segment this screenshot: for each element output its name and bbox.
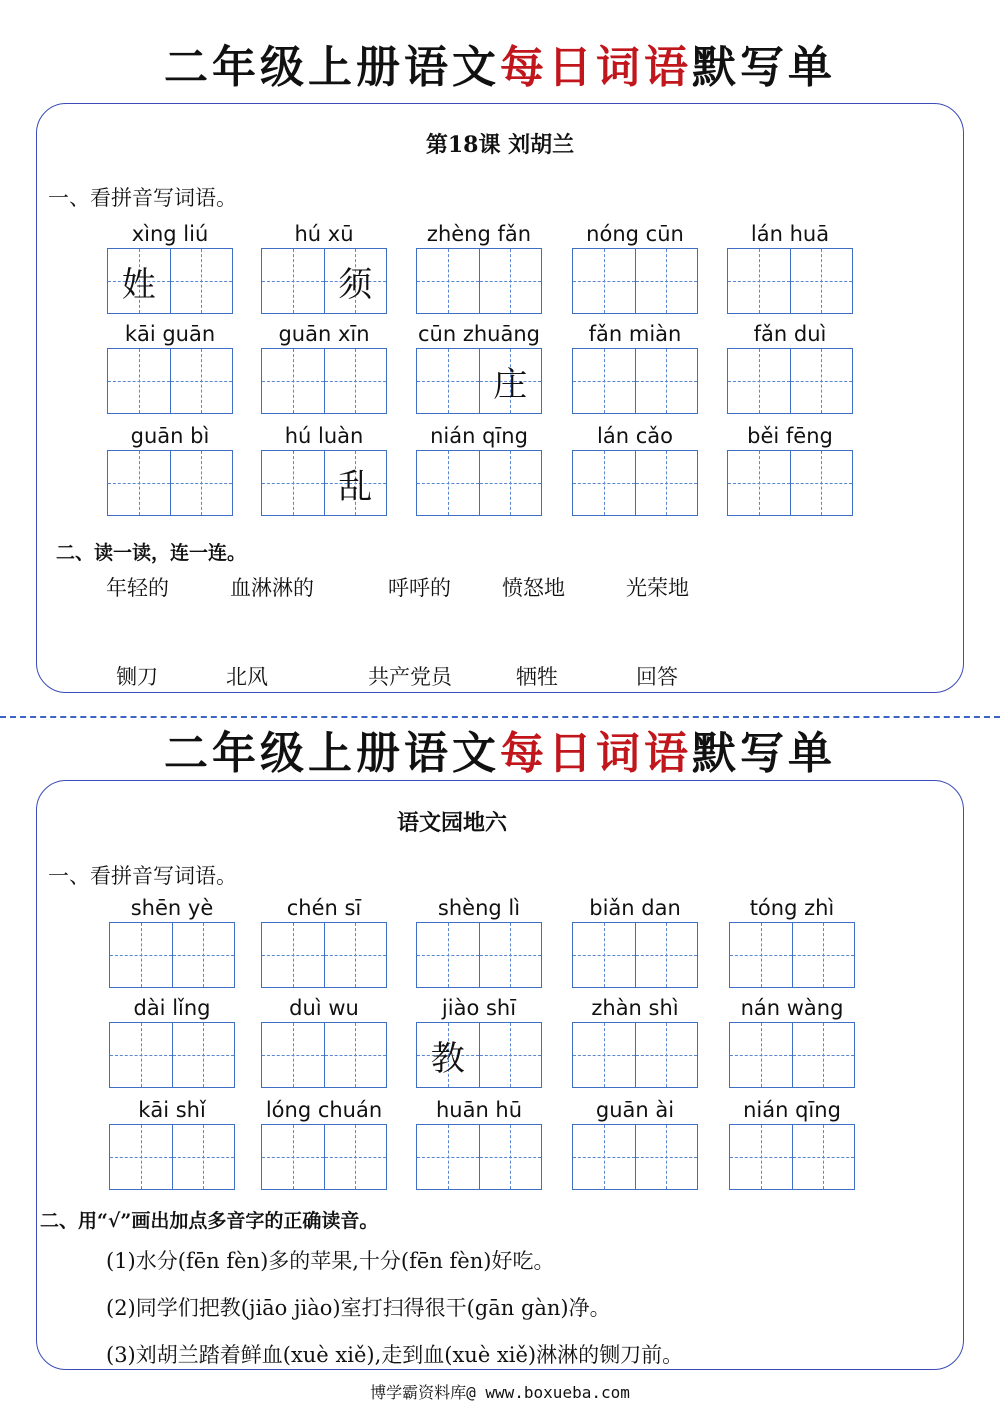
top-pinyin-0-4: lán huā <box>750 222 830 246</box>
top-writing-box-1-2[interactable] <box>416 348 542 414</box>
filled-character: 姓 <box>121 264 156 305</box>
writing-cell[interactable] <box>262 1023 324 1087</box>
bottom-pinyin-0-3: biǎn dan <box>589 896 681 920</box>
writing-cell[interactable] <box>635 249 698 313</box>
filled-character: 庄 <box>493 364 528 405</box>
top-writing-box-1-4[interactable] <box>727 348 853 414</box>
writing-cell[interactable] <box>324 923 387 987</box>
match-word-top-4: 光荣地 <box>626 576 689 600</box>
bottom-pinyin-1-1: duì wu <box>289 996 359 1020</box>
writing-cell[interactable] <box>792 923 855 987</box>
writing-cell[interactable] <box>170 249 233 313</box>
top-writing-box-0-0[interactable] <box>107 248 233 314</box>
bottom-pinyin-0-1: chén sī <box>286 896 362 920</box>
bottom-writing-box-0-0[interactable] <box>109 922 235 988</box>
top-pinyin-0-1: hú xū <box>294 222 354 246</box>
bottom-pinyin-2-2: huān hū <box>435 1098 523 1122</box>
bottom-section2-heading: 二、用“√”画出加点多音字的正确读音。 <box>40 1210 379 1232</box>
writing-cell[interactable] <box>573 1125 635 1189</box>
writing-cell[interactable] <box>262 451 324 515</box>
writing-cell[interactable] <box>479 1023 542 1087</box>
top-pinyin-0-0: xìng liú <box>131 222 209 246</box>
top-title-post: 默写单 <box>692 42 836 93</box>
bottom-pinyin-1-4: nán wàng <box>740 996 844 1020</box>
writing-cell[interactable] <box>262 1125 324 1189</box>
writing-cell[interactable] <box>479 923 542 987</box>
bottom-title-red: 每日词语 <box>500 728 692 779</box>
bottom-pinyin-1-3: zhàn shì <box>591 996 679 1020</box>
writing-cell[interactable] <box>728 349 790 413</box>
top-pinyin-2-4: běi fēng <box>747 424 833 448</box>
writing-cell[interactable] <box>479 349 542 413</box>
bottom-writing-box-0-3[interactable] <box>572 922 698 988</box>
writing-cell[interactable] <box>324 349 387 413</box>
bottom-pinyin-2-4: nián qīng <box>743 1098 841 1122</box>
bottom-pinyin-1-2: jiào shī <box>441 996 517 1020</box>
writing-cell[interactable] <box>792 1125 855 1189</box>
writing-cell[interactable] <box>635 923 698 987</box>
match-word-bottom-4: 回答 <box>636 665 678 689</box>
writing-cell[interactable] <box>108 349 170 413</box>
writing-cell[interactable] <box>730 1125 792 1189</box>
top-pinyin-0-2: zhèng fǎn <box>426 222 532 246</box>
top-title <box>0 40 1000 96</box>
bottom-pinyin-2-0: kāi shǐ <box>138 1098 206 1122</box>
writing-cell[interactable] <box>110 1125 172 1189</box>
bottom-writing-box-0-2[interactable] <box>416 922 542 988</box>
top-writing-box-2-4[interactable] <box>727 450 853 516</box>
writing-cell[interactable] <box>262 923 324 987</box>
bottom-writing-box-0-4[interactable] <box>729 922 855 988</box>
writing-cell[interactable] <box>170 451 233 515</box>
writing-cell[interactable] <box>172 1125 235 1189</box>
writing-cell[interactable] <box>108 249 170 313</box>
writing-cell[interactable] <box>170 349 233 413</box>
writing-cell[interactable] <box>108 451 170 515</box>
match-word-bottom-3: 牺牲 <box>516 665 558 689</box>
top-pinyin-1-4: fǎn duì <box>753 322 827 346</box>
writing-cell[interactable] <box>262 349 324 413</box>
bottom-title <box>0 726 1000 782</box>
match-word-bottom-0: 铡刀 <box>116 665 158 689</box>
match-word-bottom-2: 共产党员 <box>368 665 452 689</box>
bottom-writing-box-2-4[interactable] <box>729 1124 855 1190</box>
writing-cell[interactable] <box>635 451 698 515</box>
writing-cell[interactable] <box>110 1023 172 1087</box>
top-writing-box-0-4[interactable] <box>727 248 853 314</box>
match-word-top-0: 年轻的 <box>106 576 169 600</box>
writing-cell[interactable] <box>573 249 635 313</box>
top-section1-heading: 一、看拼音写词语。 <box>48 186 237 210</box>
writing-cell[interactable] <box>417 1125 479 1189</box>
writing-cell[interactable] <box>324 1023 387 1087</box>
writing-cell[interactable] <box>479 1125 542 1189</box>
bottom-writing-box-1-1[interactable] <box>261 1022 387 1088</box>
top-pinyin-1-3: fǎn miàn <box>588 322 682 346</box>
top-pinyin-2-2: nián qīng <box>430 424 528 448</box>
writing-cell[interactable] <box>172 1023 235 1087</box>
bottom-writing-box-2-2[interactable] <box>416 1124 542 1190</box>
writing-cell[interactable] <box>417 923 479 987</box>
match-word-top-1: 血淋淋的 <box>230 576 314 600</box>
top-writing-box-2-0[interactable] <box>107 450 233 516</box>
writing-cell[interactable] <box>792 1023 855 1087</box>
top-writing-box-1-0[interactable] <box>107 348 233 414</box>
top-writing-box-0-1[interactable] <box>261 248 387 314</box>
bottom-pinyin-2-1: lóng chuán <box>265 1098 383 1122</box>
top-pinyin-1-0: kāi guān <box>124 322 216 346</box>
top-writing-box-2-1[interactable] <box>261 450 387 516</box>
writing-cell[interactable] <box>728 249 790 313</box>
question-2: (2)同学们把教(jiāo jiào)室打扫得很干(gān gàn)净。 <box>106 1296 611 1320</box>
bottom-pinyin-1-0: dài lǐng <box>133 996 211 1020</box>
writing-cell[interactable] <box>728 451 790 515</box>
writing-cell[interactable] <box>479 249 542 313</box>
writing-cell[interactable] <box>573 1023 635 1087</box>
top-pinyin-0-3: nóng cūn <box>586 222 684 246</box>
top-writing-box-2-2[interactable] <box>416 450 542 516</box>
writing-cell[interactable] <box>262 249 324 313</box>
filled-character: 乱 <box>338 466 373 507</box>
bottom-writing-box-2-1[interactable] <box>261 1124 387 1190</box>
writing-cell[interactable] <box>110 923 172 987</box>
writing-cell[interactable] <box>635 1023 698 1087</box>
writing-cell[interactable] <box>573 923 635 987</box>
footer-watermark: 博学霸资料库@ www.boxueba.com <box>370 1383 630 1402</box>
writing-cell[interactable] <box>635 1125 698 1189</box>
bottom-writing-box-2-0[interactable] <box>109 1124 235 1190</box>
top-writing-box-0-2[interactable] <box>416 248 542 314</box>
bottom-title-post: 默写单 <box>692 728 836 779</box>
bottom-lesson-title: 语文园地六 <box>396 810 507 836</box>
bottom-pinyin-2-3: guān ài <box>595 1098 675 1122</box>
writing-cell[interactable] <box>635 349 698 413</box>
writing-cell[interactable] <box>573 451 635 515</box>
writing-cell[interactable] <box>417 249 479 313</box>
filled-character: 须 <box>338 264 373 305</box>
top-lesson-title: 第18课 刘胡兰 <box>425 132 575 158</box>
question-1: (1)水分(fēn fèn)多的苹果,十分(fēn fèn)好吃。 <box>106 1249 555 1273</box>
top-section2-heading: 二、读一读，连一连。 <box>56 542 247 564</box>
top-title-red: 每日词语 <box>500 42 692 93</box>
top-pinyin-2-0: guān bì <box>130 424 210 448</box>
writing-cell[interactable] <box>479 451 542 515</box>
top-title-pre: 二年级上册语文 <box>164 42 500 93</box>
writing-cell[interactable] <box>790 451 853 515</box>
bottom-pinyin-0-2: shèng lì <box>437 896 521 920</box>
bottom-pinyin-0-0: shēn yè <box>130 896 214 920</box>
top-writing-box-0-3[interactable] <box>572 248 698 314</box>
match-word-top-3: 愤怒地 <box>502 576 565 600</box>
match-word-bottom-1: 北风 <box>226 665 268 689</box>
writing-cell[interactable] <box>172 923 235 987</box>
top-writing-box-1-1[interactable] <box>261 348 387 414</box>
bottom-writing-box-2-3[interactable] <box>572 1124 698 1190</box>
bottom-title-pre: 二年级上册语文 <box>164 728 500 779</box>
writing-cell[interactable] <box>790 349 853 413</box>
page-divider <box>0 716 1000 718</box>
bottom-pinyin-0-4: tóng zhì <box>749 896 835 920</box>
writing-cell[interactable] <box>730 923 792 987</box>
writing-cell[interactable] <box>573 349 635 413</box>
top-pinyin-2-1: hú luàn <box>284 424 364 448</box>
writing-cell[interactable] <box>417 349 479 413</box>
top-writing-box-1-3[interactable] <box>572 348 698 414</box>
bottom-writing-box-1-2[interactable] <box>416 1022 542 1088</box>
writing-cell[interactable] <box>417 451 479 515</box>
writing-cell[interactable] <box>730 1023 792 1087</box>
filled-character: 教 <box>430 1038 465 1079</box>
top-pinyin-1-1: guān xīn <box>278 322 370 346</box>
writing-cell[interactable] <box>324 1125 387 1189</box>
bottom-writing-box-0-1[interactable] <box>261 922 387 988</box>
bottom-writing-box-1-4[interactable] <box>729 1022 855 1088</box>
top-pinyin-2-3: lán cǎo <box>597 424 673 448</box>
top-writing-box-2-3[interactable] <box>572 450 698 516</box>
bottom-section1-heading: 一、看拼音写词语。 <box>48 864 237 888</box>
writing-cell[interactable] <box>417 1023 479 1087</box>
writing-cell[interactable] <box>324 249 387 313</box>
bottom-writing-box-1-0[interactable] <box>109 1022 235 1088</box>
bottom-writing-box-1-3[interactable] <box>572 1022 698 1088</box>
writing-cell[interactable] <box>324 451 387 515</box>
question-3: (3)刘胡兰踏着鲜血(xuè xiě),走到血(xuè xiě)淋淋的铡刀前。 <box>106 1343 684 1367</box>
top-pinyin-1-2: cūn zhuāng <box>418 322 540 346</box>
writing-cell[interactable] <box>790 249 853 313</box>
match-word-top-2: 呼呼的 <box>388 576 451 600</box>
